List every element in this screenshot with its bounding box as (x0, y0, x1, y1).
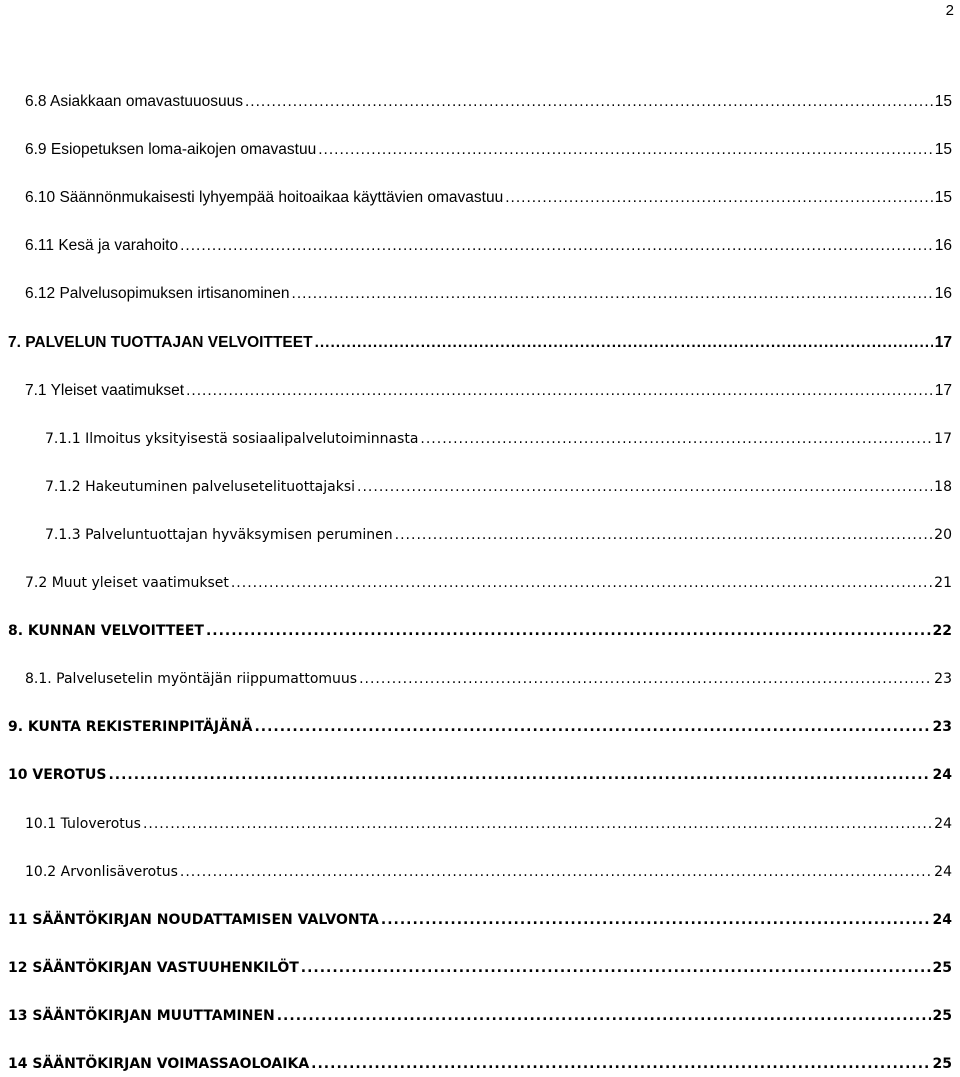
toc-entry[interactable] (0, 716, 960, 740)
toc-entry-line (8, 332, 952, 354)
toc-entry-title: 6.11 Kesä ja varahoito (25, 237, 179, 255)
toc-entry-page: 18 (934, 478, 952, 495)
toc-entry-page: 16 (934, 237, 952, 255)
toc-dot-leader (420, 428, 932, 450)
toc-entry-line (8, 1053, 952, 1075)
toc-entry-page: 15 (934, 141, 952, 159)
toc-entry-title: 10.2 Arvonlisäverotus (25, 863, 178, 880)
toc-dot-leader (505, 187, 933, 209)
toc-entry-page: 25 (932, 1056, 952, 1072)
toc-dot-leader (301, 957, 931, 979)
toc-entry-page: 25 (932, 959, 952, 976)
toc-entry[interactable] (0, 572, 960, 596)
toc-entry-title: 6.12 Palvelusopimuksen irtisanominen (25, 285, 290, 303)
toc-entry-title: 11 SÄÄNTÖKIRJAN NOUDATTAMISEN VALVONTA (8, 911, 379, 928)
toc-entry-title: 8. KUNNAN VELVOITTEET (8, 623, 204, 640)
toc-entry-page: 25 (932, 1007, 952, 1024)
toc-dot-leader (254, 716, 930, 738)
toc-entry[interactable] (0, 235, 960, 259)
toc-dot-leader (108, 764, 930, 786)
toc-entry-title: 7.2 Muut yleiset vaatimukset (25, 575, 229, 591)
toc-dot-leader (245, 91, 933, 113)
toc-entry-line (25, 668, 952, 690)
toc-dot-leader (395, 524, 933, 546)
toc-dot-leader (277, 1005, 931, 1027)
toc-entry-page: 24 (932, 911, 952, 928)
toc-dot-leader (357, 476, 932, 498)
toc-entry-page: 17 (934, 381, 952, 399)
toc-entry[interactable] (0, 1053, 960, 1077)
toc-entry-line (25, 861, 952, 883)
toc-entry-page: 24 (932, 767, 952, 784)
toc-entry-line (8, 909, 952, 931)
toc-dot-leader (381, 909, 931, 931)
toc-entry-line (8, 764, 952, 786)
toc-entry[interactable] (0, 187, 960, 211)
toc-entry-title: 10.1 Tuloverotus (25, 815, 141, 832)
toc-dot-leader (180, 235, 933, 257)
toc-entry-title: 7.1.3 Palveluntuottajan hyväksymisen peruminen (45, 526, 393, 543)
toc-entry-title: 6.10 Säännönmukaisesti lyhyempää hoitoaikaa käyttävien omavastuu (25, 189, 504, 207)
toc-entry-line (25, 572, 952, 594)
toc-entry-line (25, 91, 952, 113)
toc-entry-title: 13 SÄÄNTÖKIRJAN MUUTTAMINEN (8, 1007, 275, 1024)
toc-entry-page: 15 (934, 189, 952, 207)
toc-entry-title: 8.1. Palvelusetelin myöntäjän riippumattomuus (25, 671, 358, 688)
toc-entry-line (25, 187, 952, 209)
page-number: 2 (945, 2, 954, 19)
toc-entry-title: 6.9 Esiopetuksen loma-aikojen omavastuu (25, 141, 317, 159)
toc-dot-leader (311, 1053, 930, 1075)
toc-entry[interactable] (0, 620, 960, 644)
toc-entry[interactable] (0, 861, 960, 885)
toc-entry-line (8, 620, 952, 642)
toc-entry-line (45, 524, 952, 546)
toc-entry[interactable] (0, 91, 960, 115)
toc-entry[interactable] (0, 909, 960, 933)
toc-entry-title: 7.1.2 Hakeutuminen palvelusetelituottajaksi (45, 478, 356, 495)
toc-entry[interactable] (0, 668, 960, 692)
toc-entry[interactable] (0, 332, 960, 356)
toc-dot-leader (180, 861, 932, 883)
toc-entry-page: 23 (932, 719, 952, 736)
toc-entry-page: 20 (934, 526, 952, 543)
toc-entry-title: 14 SÄÄNTÖKIRJAN VOIMASSAOLOAIKA (8, 1056, 310, 1072)
toc-entry-title: 6.8 Asiakkaan omavastuuosuus (25, 93, 243, 110)
toc-entry[interactable] (0, 139, 960, 163)
toc-entry-page: 24 (934, 863, 952, 880)
toc-dot-leader (292, 283, 933, 305)
toc-entry-line (25, 235, 952, 257)
toc-entry-title: 10 VEROTUS (8, 767, 107, 784)
toc-dot-leader (206, 620, 931, 642)
toc-dot-leader (143, 813, 932, 835)
toc-entry[interactable] (0, 1005, 960, 1029)
toc-entry[interactable] (0, 283, 960, 307)
toc-entry-title: 7.1 Yleiset vaatimukset (25, 381, 185, 399)
toc-entry-title: 12 SÄÄNTÖKIRJAN VASTUUHENKILÖT (8, 959, 299, 976)
toc-entry-line (25, 139, 952, 161)
toc-entry-title: 9. KUNTA REKISTERINPITÄJÄNÄ (8, 719, 253, 736)
toc-dot-leader (315, 332, 933, 354)
toc-entry-line (8, 957, 952, 979)
toc-entry[interactable] (0, 380, 960, 404)
toc-entry-line (25, 813, 952, 835)
toc-entry-page: 23 (934, 671, 952, 688)
toc-dot-leader (318, 139, 933, 161)
toc-entry[interactable] (0, 524, 960, 548)
toc-entry-page: 17 (934, 430, 952, 447)
toc-entry-page: 24 (934, 815, 952, 832)
toc-entry[interactable] (0, 428, 960, 452)
toc-entry-page: 17 (934, 333, 952, 351)
toc-entry[interactable] (0, 813, 960, 837)
toc-entry-title: 7.1.1 Ilmoitus yksityisestä sosiaalipalvelutoiminnasta (45, 430, 419, 447)
toc-dot-leader (231, 572, 932, 594)
toc-entry-line (25, 283, 952, 305)
toc-entry[interactable] (0, 476, 960, 500)
toc-entry-page: 15 (934, 93, 952, 110)
toc-entry-page: 16 (934, 285, 952, 303)
toc-entry-line (8, 716, 952, 738)
toc-entry[interactable] (0, 957, 960, 981)
toc-entry[interactable] (0, 764, 960, 788)
toc-entry-page: 21 (934, 575, 952, 591)
toc-entry-line (45, 428, 952, 450)
toc-entry-line (25, 380, 952, 402)
toc-entry-line (45, 476, 952, 498)
toc-entry-title: 7. PALVELUN TUOTTAJAN VELVOITTEET (8, 333, 313, 351)
toc-dot-leader (359, 668, 932, 690)
toc-dot-leader (186, 380, 933, 402)
toc-entry-page: 22 (932, 623, 952, 640)
toc-entry-line (8, 1005, 952, 1027)
